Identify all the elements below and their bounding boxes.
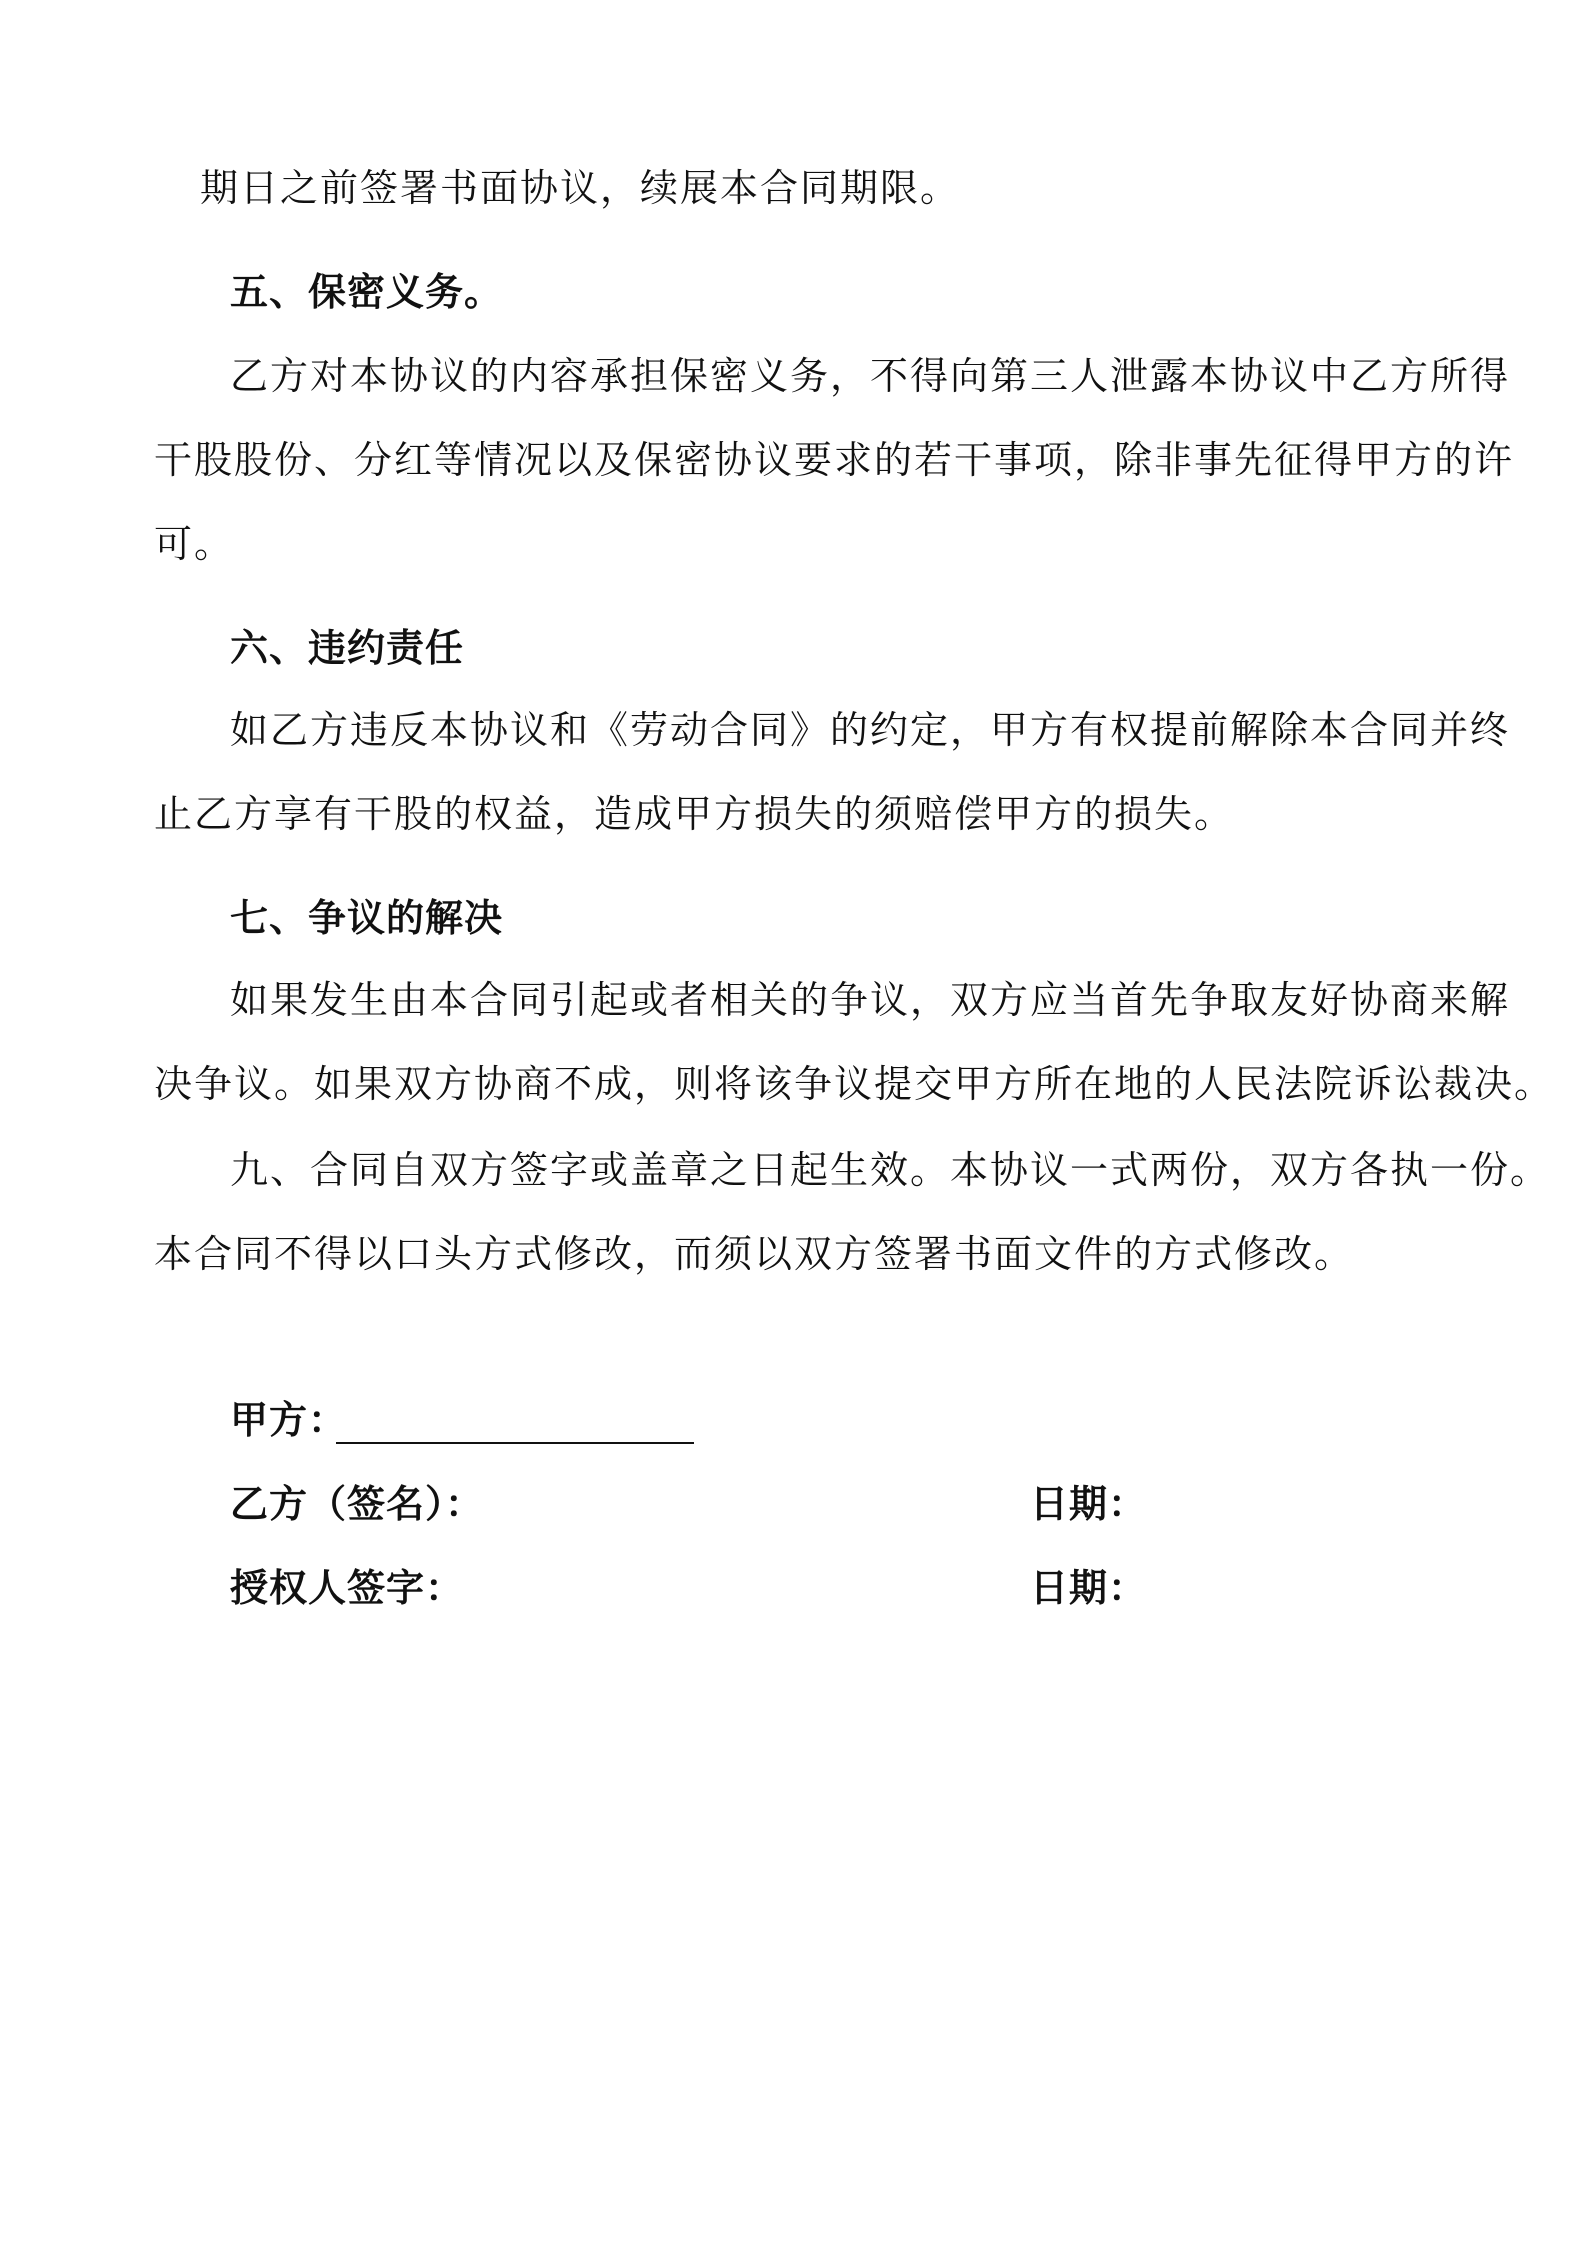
continuation-text: 期日之前签署书面协议，续展本合同期限。: [200, 166, 961, 210]
party-a-label: 甲方：: [230, 1398, 348, 1442]
authorized-date-label: 日期：: [1030, 1566, 1148, 1610]
paragraph-line: 止乙方享有干股的权益，造成甲方损失的须赔偿甲方的损失。: [154, 792, 1235, 836]
party-b-date-label: 日期：: [1030, 1482, 1148, 1526]
party-b-label: 乙方（签名）：: [230, 1482, 485, 1526]
paragraph-line: 干股股份、分红等情况以及保密协议要求的若干事项，除非事先征得甲方的许: [154, 438, 1515, 482]
paragraph-line: 决争议。如果双方协商不成，则将该争议提交甲方所在地的人民法院诉讼裁决。: [154, 1062, 1555, 1106]
section-heading-confidentiality: 五、保密义务。: [230, 270, 504, 314]
paragraph-line: 乙方对本协议的内容承担保密义务，不得向第三人泄露本协议中乙方所得: [230, 354, 1511, 398]
party-a-signature-line: [336, 1442, 694, 1444]
authorized-signer-label: 授权人签字：: [230, 1566, 465, 1610]
section-heading-dispute: 七、争议的解决: [230, 896, 504, 940]
section-heading-breach: 六、违约责任: [230, 626, 465, 670]
paragraph-line: 如乙方违反本协议和《劳动合同》的约定，甲方有权提前解除本合同并终: [230, 708, 1511, 752]
paragraph-line: 如果发生由本合同引起或者相关的争议，双方应当首先争取友好协商来解: [230, 978, 1511, 1022]
paragraph-line: 可。: [154, 522, 235, 566]
clause-nine-line: 九、合同自双方签字或盖章之日起生效。本协议一式两份，双方各执一份。: [230, 1148, 1551, 1192]
clause-nine-line: 本合同不得以口头方式修改，而须以双方签署书面文件的方式修改。: [154, 1232, 1355, 1276]
